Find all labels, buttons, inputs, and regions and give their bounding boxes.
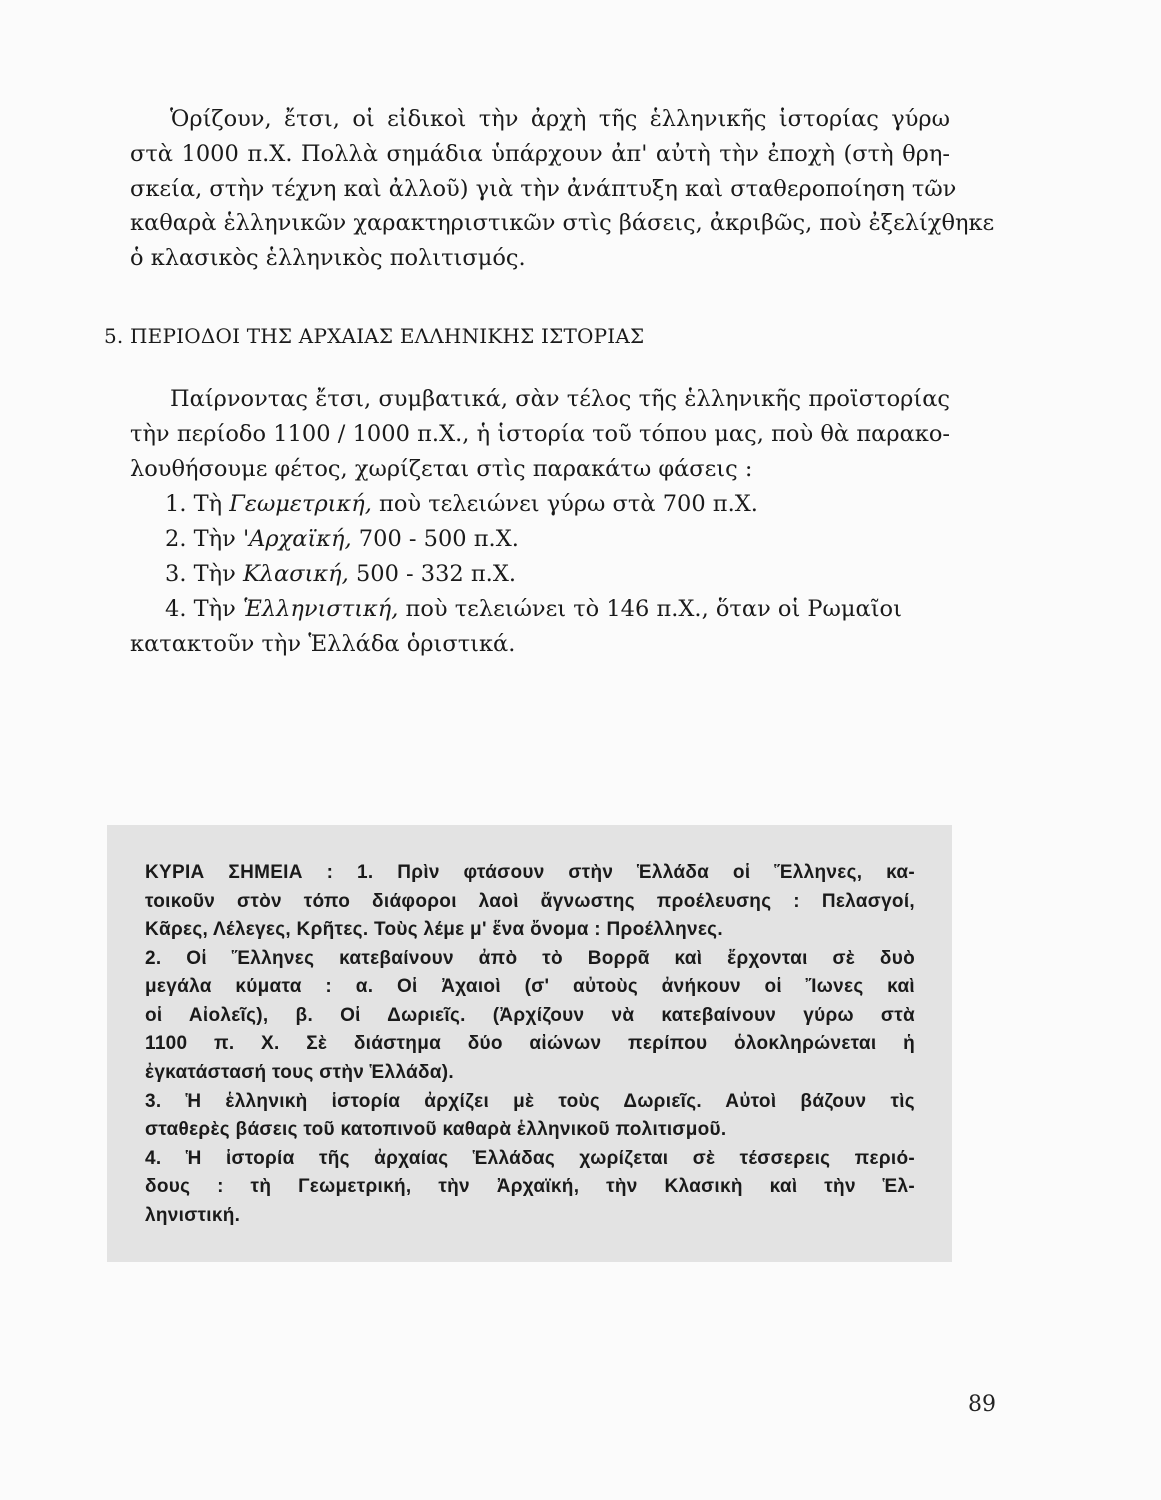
text-line: σταθερὲς βάσεις τοῦ κατοπινοῦ καθαρὰ ἑλληνικοῦ πολιτισμοῦ. bbox=[145, 1119, 727, 1140]
text-line: Παίρνοντας ἔτσι, συμβατικά, σὰν τέλος τῆς ἑλληνικῆς προϊστορίας bbox=[170, 386, 950, 412]
text-line: καθαρὰ ἑλληνικῶν χαρακτηριστικῶν στὶς βάσεις, ἀκριβῶς, ποὺ ἐξελίχθηκε bbox=[130, 210, 995, 236]
text-line: Κᾶρες, Λέλεγες, Κρῆτες. Τοὺς λέμε μ' ἕνα ὄνομα : Προέλληνες. bbox=[145, 919, 723, 940]
text-line: κατακτοῦν τὴν Ἑλλάδα ὁριστικά. bbox=[130, 631, 516, 657]
phase-name: Γεωμετρική, bbox=[229, 491, 372, 517]
item-number: 1. bbox=[165, 491, 187, 517]
text-line: λουθήσουμε φέτος, χωρίζεται στὶς παρακάτω φάσεις : bbox=[130, 456, 753, 482]
item-post: ποὺ τελειώνει τὸ 146 π.Χ., ὅταν οἱ Ρωμαῖοι bbox=[398, 596, 902, 622]
text-line: ληνιστική. bbox=[145, 1205, 241, 1226]
item-post: 700 - 500 π.Χ. bbox=[351, 526, 519, 552]
text-line: ΚΥΡΙΑ ΣΗΜΕΙΑ : 1. Πρὶν φτάσουν στὴν Ἑλλάδα οἱ Ἕλληνες, κα- bbox=[145, 862, 915, 883]
text-line: στὰ 1000 π.Χ. Πολλὰ σημάδια ὑπάρχουν ἀπ' αὐτὴ τὴν ἐποχὴ (στὴ θρη- bbox=[130, 141, 950, 167]
text-line: 1100 π. Χ. Σὲ διάστημα δύο αἰώνων περίπου ὁλοκληρώνεται ἡ bbox=[145, 1033, 915, 1054]
phase-name: Κλασική, bbox=[242, 561, 349, 587]
text-line: δους : τὴ Γεωμετρική, τὴν Ἀρχαϊκή, τὴν Κλασικὴ καὶ τὴν Ἑλ- bbox=[145, 1176, 915, 1197]
phase-name: 'Αρχαϊκή, bbox=[242, 526, 352, 552]
item-pre: Τὴ bbox=[193, 491, 230, 517]
text-line: οἱ Αἰολεῖς), β. Οἱ Δωριεῖς. (Ἀρχίζουν νὰ κατεβαίνουν γύρω στὰ bbox=[145, 1005, 915, 1026]
section-heading: 5. ΠΕΡΙΟΔΟΙ ΤΗΣ ΑΡΧΑΙΑΣ ΕΛΛΗΝΙΚΗΣ ΙΣΤΟΡΙΑΣ bbox=[104, 324, 645, 348]
page-number: 89 bbox=[968, 1392, 996, 1417]
list-item bbox=[165, 594, 950, 624]
list-item bbox=[165, 559, 985, 589]
item-pre: Τὴν bbox=[193, 596, 243, 622]
item-number: 3. bbox=[165, 561, 187, 587]
text-line: Ὁρίζουν, ἔτσι, οἱ εἰδικοὶ τὴν ἀρχὴ τῆς ἑλληνικῆς ἱστορίας γύρω bbox=[170, 106, 950, 132]
list-item bbox=[165, 524, 985, 554]
text-line: 2. Οἱ Ἕλληνες κατεβαίνουν ἀπὸ τὸ Βορρᾶ καὶ ἔρχονται σὲ δυὸ bbox=[145, 948, 915, 969]
text-line: μεγάλα κύματα : α. Οἱ Ἀχαιοὶ (σ' αὐτοὺς ἀνήκουν οἱ Ἴωνες καὶ bbox=[145, 976, 915, 997]
text-line: 3. Ἡ ἑλληνικὴ ἱστορία ἀρχίζει μὲ τοὺς Δωριεῖς. Αὐτοὶ βάζουν τὶς bbox=[145, 1091, 915, 1112]
text-line: ὁ κλασικὸς ἑλληνικὸς πολιτισμός. bbox=[130, 245, 526, 271]
text-line: σκεία, στὴν τέχνη καὶ ἀλλοῦ) γιὰ τὴν ἀνάπτυξη καὶ σταθεροποίηση τῶν bbox=[130, 176, 957, 202]
item-number: 4. bbox=[165, 596, 187, 622]
text-line: ἐγκατάστασή τους στὴν Ἑλλάδα). bbox=[145, 1062, 454, 1083]
item-pre: Τὴν bbox=[193, 526, 243, 552]
text-line: 4. Ἡ ἱστορία τῆς ἀρχαίας Ἑλλάδας χωρίζεται σὲ τέσσερεις περιό- bbox=[145, 1148, 915, 1169]
list-item bbox=[165, 489, 985, 519]
item-post: ποὺ τελειώνει γύρω στὰ 700 π.Χ. bbox=[371, 491, 758, 517]
phase-name: Ἑλληνιστική, bbox=[242, 596, 399, 622]
item-pre: Τὴν bbox=[193, 561, 243, 587]
text-line: τὴν περίοδο 1100 / 1000 π.Χ., ἡ ἱστορία τοῦ τόπου μας, ποὺ θὰ παρακο- bbox=[130, 421, 950, 447]
item-post: 500 - 332 π.Χ. bbox=[348, 561, 517, 587]
item-number: 2. bbox=[165, 526, 187, 552]
text-line: τοικοῦν στὸν τόπο διάφοροι λαοὶ ἄγνωστης προέλευσης : Πελασγοί, bbox=[145, 891, 915, 912]
